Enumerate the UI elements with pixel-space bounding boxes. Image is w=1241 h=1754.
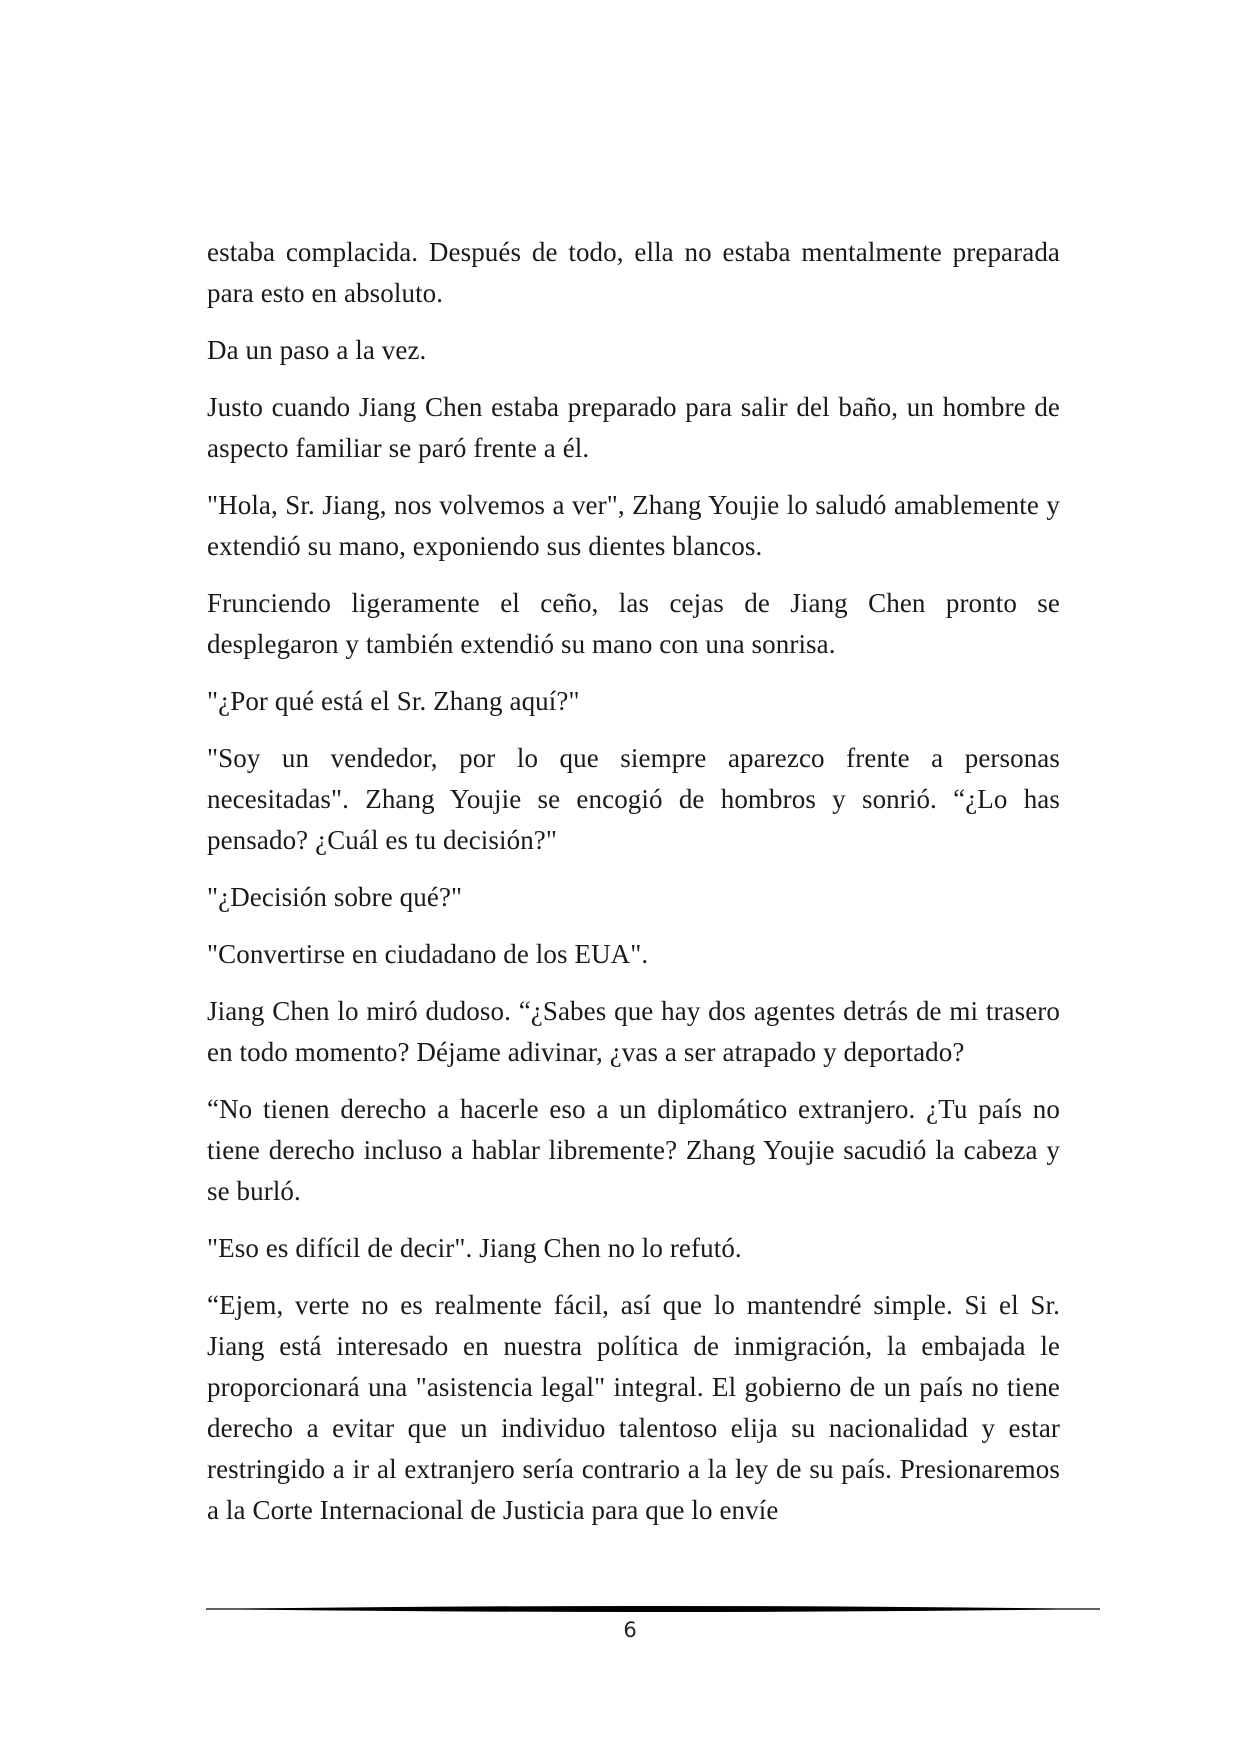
paragraph: "Convertirse en ciudadano de los EUA". [207, 939, 649, 969]
paragraph: Justo cuando Jiang Chen estaba preparado para salir del baño, un hombre de aspecto familiar se paró frente a él. [207, 392, 1060, 463]
paragraph: "¿Por qué está el Sr. Zhang aquí?" [207, 686, 580, 716]
paragraph: “No tienen derecho a hacerle eso a un diplomático extranjero. ¿Tu país no tiene derecho incluso a hablar libremente? Zhang Youjie sacudió la cabeza y se burló. [207, 1094, 1060, 1206]
page-number: 6 [623, 1618, 637, 1642]
footer-divider [206, 1602, 1100, 1616]
paragraph: "Eso es difícil de decir". Jiang Chen no lo refutó. [207, 1233, 742, 1263]
paragraph: Jiang Chen lo miró dudoso. “¿Sabes que hay dos agentes detrás de mi trasero en todo momento? Déjame adivinar, ¿vas a ser atrapado y deportado? [207, 996, 1060, 1067]
body-text [207, 232, 1060, 1547]
paragraph: "¿Decisión sobre qué?" [207, 882, 463, 912]
paragraph: Da un paso a la vez. [207, 335, 427, 365]
paragraph: “Ejem, verte no es realmente fácil, así que lo mantendré simple. Si el Sr. Jiang está interesado en nuestra política de inmigración, la embajada le proporcionará una "asistencia legal" integral. El gobierno de un país no tiene derecho a evitar que un individuo talentoso elija su nacionalidad y estar restringido a ir al extranjero sería contrario a la ley de su país. Presionaremos a la Corte Internacional de Justicia para que lo envíe [207, 1290, 1060, 1525]
paragraph: estaba complacida. Después de todo, ella no estaba mentalmente preparada para esto en absoluto. [207, 237, 1060, 308]
paragraph: "Hola, Sr. Jiang, nos volvemos a ver", Zhang Youjie lo saludó amablemente y extendió su mano, exponiendo sus dientes blancos. [207, 490, 1060, 561]
paragraph: "Soy un vendedor, por lo que siempre aparezco frente a personas necesitadas". Zhang Youjie se encogió de hombros y sonrió. “¿Lo has pensado? ¿Cuál es tu decisión?" [207, 743, 1060, 855]
paragraph: Frunciendo ligeramente el ceño, las cejas de Jiang Chen pronto se desplegaron y también extendió su mano con una sonrisa. [207, 588, 1060, 659]
